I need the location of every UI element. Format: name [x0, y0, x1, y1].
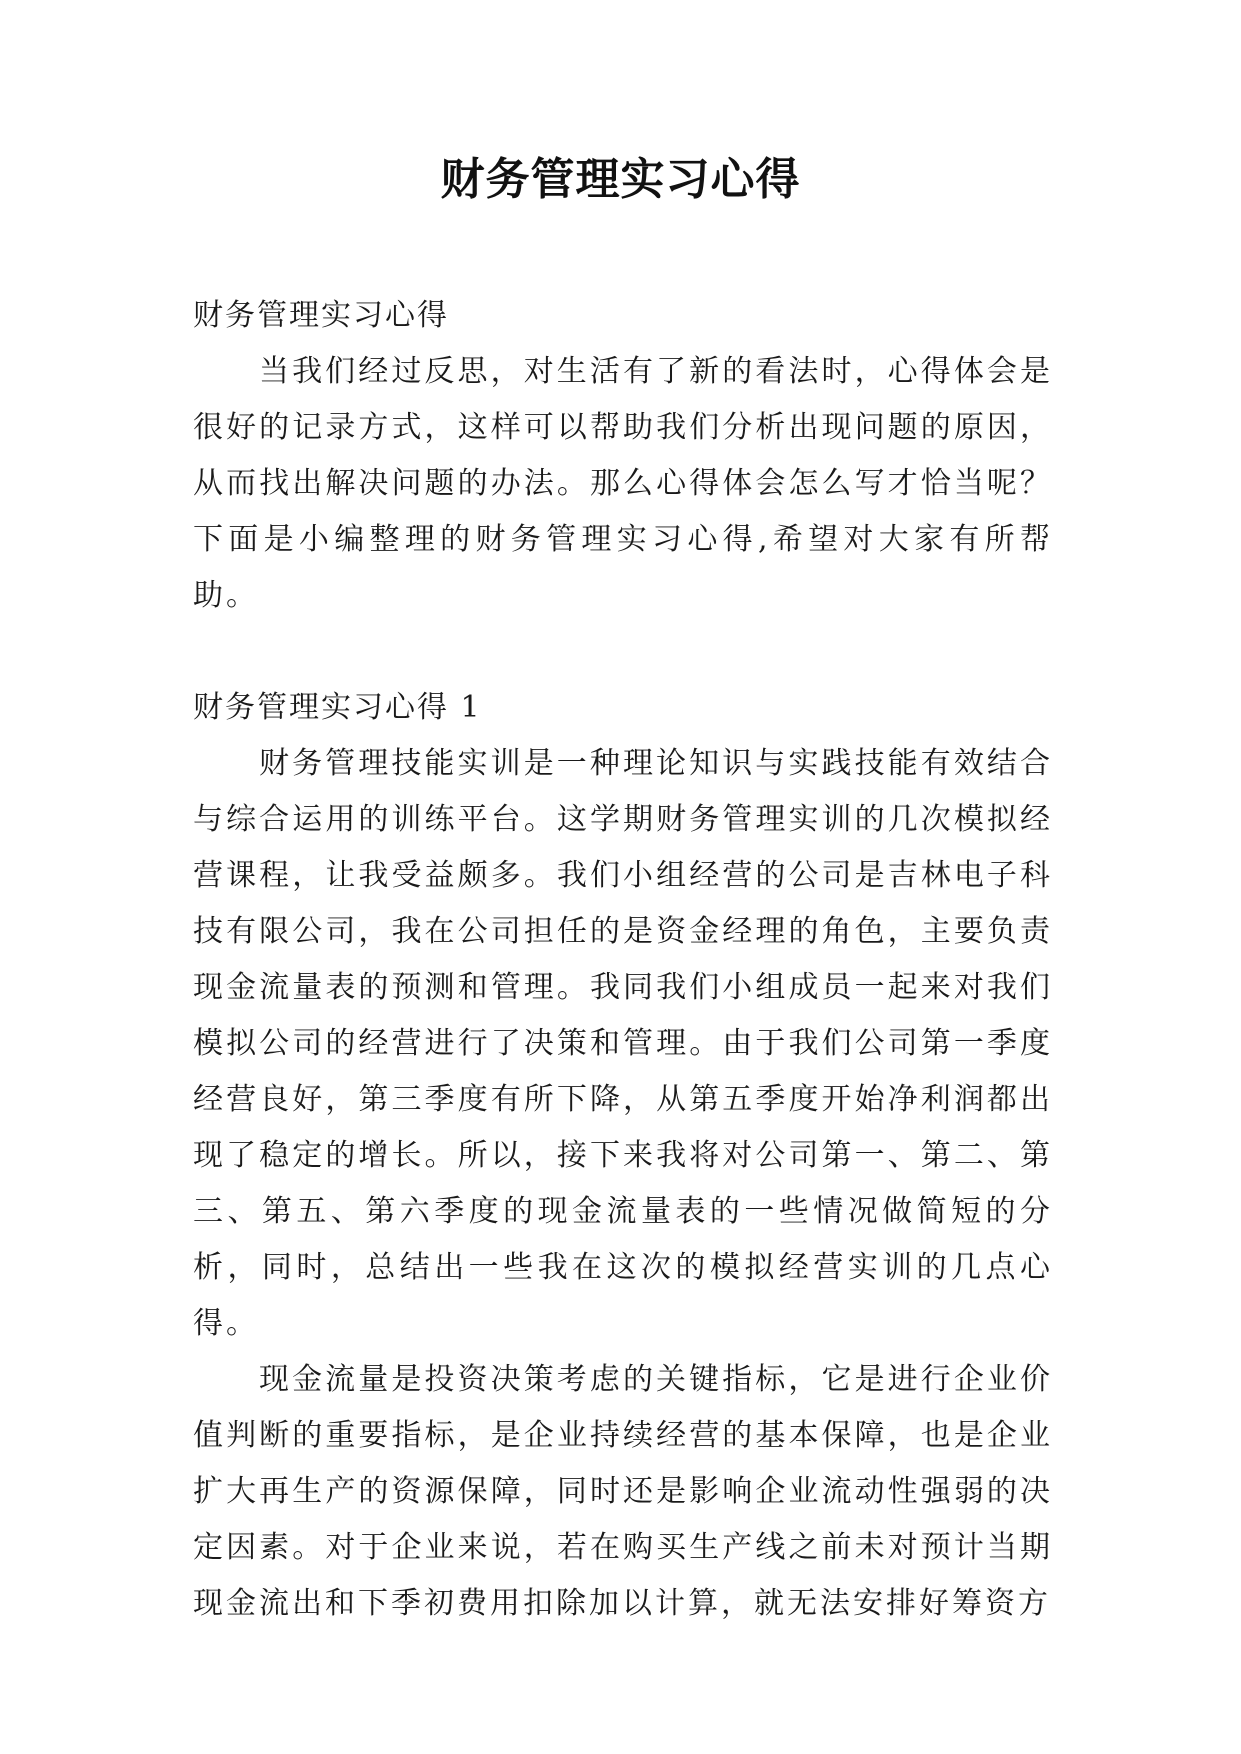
document-title: 财务管理实习心得 [440, 154, 801, 205]
intro-heading: 财务管理实习心得 [193, 298, 449, 333]
section1-paragraph-2: 现金流量是投资决策考虑的关键指标，它是进行企业价值判断的重要指标，是企业持续经营的基本保障，也是企业扩大再生产的资源保障，同时还是影响企业流动性强弱的决定因素。对于企业来说，若在购买生产线之前未对预计当期现金流出和下季初费用扣除加以计算，就无法安排好筹资方 [193, 1362, 1053, 1621]
document-body [193, 288, 1053, 1632]
section1-paragraph-1: 财务管理技能实训是一种理论知识与实践技能有效结合与综合运用的训练平台。这学期财务管理实训的几次模拟经营课程，让我受益颇多。我们小组经营的公司是吉林电子科技有限公司，我在公司担任的是资金经理的角色，主要负责现金流量表的预测和管理。我同我们小组成员一起来对我们模拟公司的经营进行了决策和管理。由于我们公司第一季度经营良好，第三季度有所下降，从第五季度开始净利润都出现了稳定的增长。所以，接下来我将对公司第一、第二、第三、第五、第六季度的现金流量表的一些情况做简短的分析，同时，总结出一些我在这次的模拟经营实训的几点心得。 [193, 746, 1053, 1341]
paragraph-gap [193, 624, 1053, 680]
intro-paragraph: 当我们经过反思，对生活有了新的看法时，心得体会是很好的记录方式，这样可以帮助我们分析出现问题的原因，从而找出解决问题的办法。那么心得体会怎么写才恰当呢？下面是小编整理的财务管理实习心得,希望对大家有所帮助。 [193, 354, 1053, 613]
section1-heading: 财务管理实习心得 1 [193, 690, 482, 725]
